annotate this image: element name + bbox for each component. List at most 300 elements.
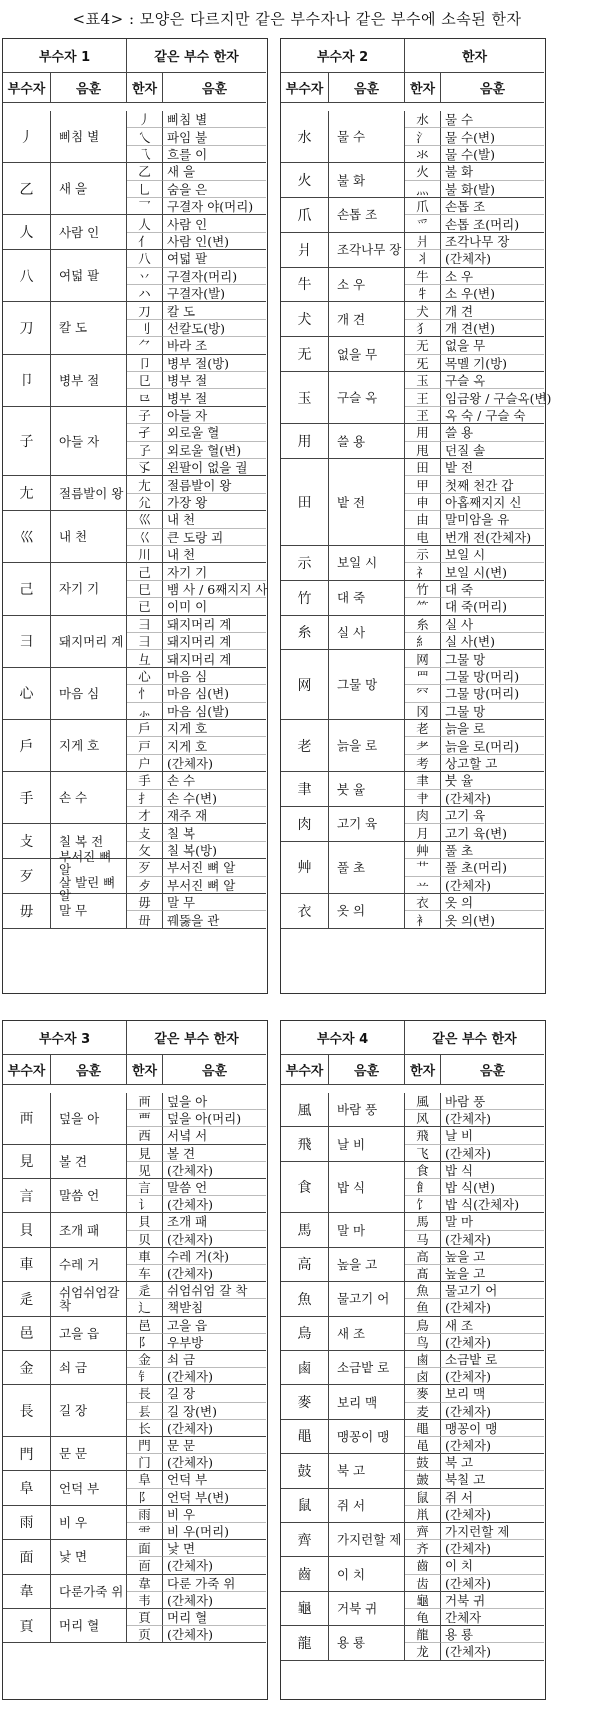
variant-reading: 밥 식(간체자) xyxy=(441,1196,544,1213)
table-title: 부수자 3 xyxy=(3,1021,127,1055)
radical-char: 龜 xyxy=(281,1592,329,1626)
variant-reading: 병부 절 xyxy=(163,389,266,406)
radical-char: 雨 xyxy=(3,1506,51,1540)
column-header: 한자 xyxy=(405,73,441,103)
column-header: 한자 xyxy=(405,1055,441,1085)
variant-char: 示 xyxy=(405,546,441,563)
radical-reading: 조개 패 xyxy=(51,1213,127,1247)
variant-reading: 말씀 언 xyxy=(163,1179,266,1196)
variant-char: 田 xyxy=(405,459,441,476)
variant-reading: (간체자) xyxy=(163,1265,266,1282)
variant-reading: 칼 도 xyxy=(163,302,266,319)
variant-char: 孑 xyxy=(127,424,163,441)
variant-char: 刂 xyxy=(127,320,163,337)
radical-char: 毋 xyxy=(3,894,51,929)
variant-char: 电 xyxy=(405,529,441,546)
radical-reading: 병부 절 xyxy=(51,355,127,407)
variant-reading: 마음 심(변) xyxy=(163,685,266,702)
radical-char: 黽 xyxy=(281,1420,329,1454)
radical-reading: 언덕 부 xyxy=(51,1471,127,1505)
variant-char: 魚 xyxy=(405,1282,441,1299)
radical-reading: 삐침 별 xyxy=(51,111,127,163)
column-header: 부수자 xyxy=(3,73,51,103)
table-title: 같은 부수 한자 xyxy=(405,1021,544,1055)
radical-char: 丿 xyxy=(3,111,51,163)
variant-reading: 사람 인(변) xyxy=(163,233,266,250)
radical-reading: 칠 복 전 xyxy=(51,824,127,859)
variant-reading: 흐를 이 xyxy=(163,146,266,163)
variant-char: 攴 xyxy=(127,824,163,841)
radical-char: 飛 xyxy=(281,1127,329,1161)
variant-reading: 불 화(발) xyxy=(441,181,544,198)
variant-char: 龟 xyxy=(405,1609,441,1626)
variant-reading: 바람 풍 xyxy=(441,1093,544,1110)
radical-reading: 손 수 xyxy=(51,772,127,824)
variant-reading: (간체자) xyxy=(441,1299,544,1316)
table-title: 한자 xyxy=(405,39,544,73)
variant-char: 龜 xyxy=(405,1592,441,1609)
radical-char: 邑 xyxy=(3,1317,51,1351)
table-title: 부수자 4 xyxy=(281,1021,405,1055)
table-title: 같은 부수 한자 xyxy=(127,1021,266,1055)
variant-char: 丿 xyxy=(127,111,163,128)
variant-reading: 병부 절 xyxy=(163,372,266,389)
variant-reading: 구결자(발) xyxy=(163,285,266,302)
radical-table-1 xyxy=(2,38,268,994)
radical-reading: 쓸 용 xyxy=(329,424,405,459)
variant-reading: 삐침 별 xyxy=(163,111,266,128)
variant-reading: 그물 망 xyxy=(441,703,544,720)
radical-char: 貝 xyxy=(3,1213,51,1247)
radical-char: 攴 xyxy=(3,824,51,859)
radical-reading: 비 우 xyxy=(51,1506,127,1540)
radical-char: 竹 xyxy=(281,581,329,616)
radical-char: 乙 xyxy=(3,163,51,215)
variant-reading: (간체자) xyxy=(441,250,544,267)
radical-char: 面 xyxy=(3,1540,51,1574)
radical-char: 用 xyxy=(281,424,329,459)
variant-reading: 바라 조 xyxy=(163,337,266,354)
variant-reading: 지게 호 xyxy=(163,720,266,737)
variant-reading: 가지런할 제 xyxy=(441,1523,544,1540)
column-header: 한자 xyxy=(127,73,163,103)
variant-char: 八 xyxy=(127,250,163,267)
variant-reading: 부서진 뼈 알 xyxy=(163,877,266,894)
variant-reading: 늙을 로(머리) xyxy=(441,737,544,754)
radical-reading: 옷 의 xyxy=(329,894,405,929)
variant-reading: 파임 불 xyxy=(163,128,266,145)
radical-reading: 풀 초 xyxy=(329,842,405,894)
radical-char: 爿 xyxy=(281,233,329,268)
radical-char: 頁 xyxy=(3,1609,51,1643)
variant-reading: 덮을 아(머리) xyxy=(163,1110,266,1127)
variant-char: 龍 xyxy=(405,1626,441,1643)
variant-char: 言 xyxy=(127,1179,163,1196)
variant-char: 川 xyxy=(127,546,163,563)
variant-char: 无 xyxy=(405,337,441,354)
radical-char: 无 xyxy=(281,337,329,372)
variant-reading: 대 죽 xyxy=(441,581,544,598)
radical-reading: 지게 호 xyxy=(51,720,127,772)
radical-reading: 볼 견 xyxy=(51,1145,127,1179)
variant-char: 牛 xyxy=(405,268,441,285)
variant-char: 飛 xyxy=(405,1127,441,1144)
variant-reading: 문 문 xyxy=(163,1437,266,1454)
variant-reading: 조개 패 xyxy=(163,1213,266,1230)
variant-reading: 간체자 xyxy=(441,1609,544,1626)
radical-char: 齊 xyxy=(281,1523,329,1557)
variant-char: 肉 xyxy=(405,807,441,824)
variant-char: 戶 xyxy=(127,720,163,737)
radical-reading: 없을 무 xyxy=(329,337,405,372)
variant-char: 孒 xyxy=(127,442,163,459)
radical-reading: 말씀 언 xyxy=(51,1179,127,1213)
variant-char: 卤 xyxy=(405,1368,441,1385)
variant-char: 户 xyxy=(127,755,163,772)
radical-reading: 구슬 옥 xyxy=(329,372,405,424)
table-title: 부수자 1 xyxy=(3,39,127,73)
radical-reading: 마음 심 xyxy=(51,668,127,720)
variant-char: 甲 xyxy=(405,476,441,493)
radical-char: 心 xyxy=(3,668,51,720)
variant-char: 鹵 xyxy=(405,1351,441,1368)
radical-table-4 xyxy=(280,1020,546,1700)
radical-char: 牛 xyxy=(281,268,329,303)
variant-char: 西 xyxy=(127,1127,163,1144)
variant-reading: 재주 재 xyxy=(163,807,266,824)
variant-reading: 비 우 xyxy=(163,1506,266,1523)
variant-reading: (간체자) xyxy=(441,1334,544,1351)
radical-reading: 고기 육 xyxy=(329,807,405,842)
variant-reading: 손톱 조 xyxy=(441,198,544,215)
variant-char: 牜 xyxy=(405,285,441,302)
variant-char: 高 xyxy=(405,1248,441,1265)
variant-reading: 북 고 xyxy=(441,1454,544,1471)
variant-reading: 수레 거(차) xyxy=(163,1248,266,1265)
variant-char: 靣 xyxy=(127,1557,163,1574)
radical-reading: 쉬엄쉬엄갈 착 xyxy=(51,1282,127,1316)
variant-reading: 지게 호 xyxy=(163,737,266,754)
variant-char: 衣 xyxy=(405,894,441,911)
radical-reading: 여덟 팔 xyxy=(51,250,127,302)
variant-reading: (간체자) xyxy=(163,1626,266,1643)
variant-char: 贝 xyxy=(127,1231,163,1248)
variant-char: 爫 xyxy=(405,215,441,232)
radical-reading: 거북 귀 xyxy=(329,1592,405,1626)
variant-char: 巜 xyxy=(127,529,163,546)
radical-table-3 xyxy=(2,1020,268,1700)
variant-char: 用 xyxy=(405,424,441,441)
variant-char: 车 xyxy=(127,1265,163,1282)
variant-reading: 물고기 어 xyxy=(441,1282,544,1299)
variant-reading: 보일 시 xyxy=(441,546,544,563)
variant-reading: 고기 육 xyxy=(441,807,544,824)
radical-reading: 말 마 xyxy=(329,1213,405,1247)
radical-char: 門 xyxy=(3,1437,51,1471)
column-header: 부수자 xyxy=(281,73,329,103)
caption: <표4> : 모양은 다르지만 같은 부수자나 같은 부수에 소속된 한자 xyxy=(72,10,522,28)
variant-reading: 옷 의(변) xyxy=(441,911,544,928)
radical-char: 尢 xyxy=(3,476,51,511)
radical-char: 魚 xyxy=(281,1282,329,1316)
variant-reading: 구슬 옥 xyxy=(441,372,544,389)
variant-reading: 서녘 서 xyxy=(163,1127,266,1144)
variant-char: 覀 xyxy=(127,1110,163,1127)
variant-char: 長 xyxy=(127,1385,163,1402)
variant-reading: 불 화 xyxy=(441,163,544,180)
variant-reading: 구결자 야(머리) xyxy=(163,198,266,215)
radical-char: 金 xyxy=(3,1351,51,1385)
variant-reading: 그물 망 xyxy=(441,650,544,667)
variant-reading: 돼지머리 계 xyxy=(163,616,266,633)
variant-char: 車 xyxy=(127,1248,163,1265)
variant-reading: (간체자) xyxy=(441,1437,544,1454)
radical-reading: 부서진 뼈 알 살 발린 뼈 알 xyxy=(51,859,127,894)
variant-char: 阝 xyxy=(127,1489,163,1506)
variant-char: 麦 xyxy=(405,1403,441,1420)
variant-char: 丬 xyxy=(405,250,441,267)
variant-reading: 길 장 xyxy=(163,1385,266,1402)
variant-char: 艸 xyxy=(405,842,441,859)
variant-reading: 말 마 xyxy=(441,1213,544,1230)
variant-char: 竹 xyxy=(405,581,441,598)
variant-char: 乀 xyxy=(127,128,163,145)
variant-char: 旡 xyxy=(405,355,441,372)
variant-reading: 높을 고 xyxy=(441,1248,544,1265)
radical-char: 手 xyxy=(3,772,51,824)
variant-reading: 물 수(발) xyxy=(441,146,544,163)
radical-char: 糸 xyxy=(281,616,329,651)
variant-char: 甩 xyxy=(405,442,441,459)
variant-char: 辵 xyxy=(127,1282,163,1299)
variant-char: 玉 xyxy=(405,372,441,389)
radical-reading: 손톱 조 xyxy=(329,198,405,233)
variant-char: 月 xyxy=(405,824,441,841)
variant-char: 玊 xyxy=(405,407,441,424)
radical-char: 高 xyxy=(281,1248,329,1282)
variant-char: 鱼 xyxy=(405,1299,441,1316)
variant-reading: 덮을 아 xyxy=(163,1093,266,1110)
variant-reading: (간체자) xyxy=(441,1403,544,1420)
radical-reading: 조각나무 장 xyxy=(329,233,405,268)
variant-char: 彑 xyxy=(127,650,163,667)
variant-char: 老 xyxy=(405,720,441,737)
radical-reading: 사람 인 xyxy=(51,215,127,250)
variant-reading: 손 수 xyxy=(163,772,266,789)
variant-reading: 대 죽(머리) xyxy=(441,598,544,615)
radical-char: 艸 xyxy=(281,842,329,894)
radical-reading: 이 치 xyxy=(329,1557,405,1591)
column-header: 한자 xyxy=(127,1055,163,1085)
variant-reading: (간체자) xyxy=(163,755,266,772)
variant-char: 才 xyxy=(127,807,163,824)
variant-reading: 부서진 뼈 알 xyxy=(163,859,266,876)
variant-reading: 비 우(머리) xyxy=(163,1523,266,1540)
variant-reading: 병부 절(방) xyxy=(163,355,266,372)
radical-char: 八 xyxy=(3,250,51,302)
variant-char: 钅 xyxy=(127,1368,163,1385)
variant-reading: 붓 율 xyxy=(441,772,544,789)
radical-reading: 밥 식 xyxy=(329,1162,405,1214)
variant-char: 乛 xyxy=(127,198,163,215)
radical-char: 田 xyxy=(281,459,329,546)
radical-reading: 돼지머리 계 xyxy=(51,616,127,668)
variant-reading: (간체자) xyxy=(441,1231,544,1248)
variant-reading: 다룬 가죽 위 xyxy=(163,1575,266,1592)
column-header: 음훈 xyxy=(329,1055,405,1085)
variant-char: 氵 xyxy=(405,128,441,145)
variant-char: 艹 xyxy=(405,859,441,876)
column-header: 음훈 xyxy=(51,1055,127,1085)
variant-char: 已 xyxy=(127,598,163,615)
radical-char: 馬 xyxy=(281,1213,329,1247)
variant-reading: 상고할 고 xyxy=(441,755,544,772)
variant-reading: (간체자) xyxy=(163,1557,266,1574)
radical-char: 言 xyxy=(3,1179,51,1213)
variant-char: 刀 xyxy=(127,302,163,319)
variant-char: 齒 xyxy=(405,1557,441,1574)
variant-char: 面 xyxy=(127,1540,163,1557)
radical-reading: 수레 거 xyxy=(51,1248,127,1282)
variant-char: 歹 xyxy=(127,859,163,876)
radical-char: 鹵 xyxy=(281,1351,329,1385)
radical-char: 車 xyxy=(3,1248,51,1282)
variant-reading: 칠 복 xyxy=(163,824,266,841)
variant-reading: 첫째 천간 갑 xyxy=(441,476,544,493)
variant-reading: 높을 고 xyxy=(441,1265,544,1282)
column-header: 부수자 xyxy=(281,1055,329,1085)
variant-reading: 말 무 xyxy=(163,894,266,911)
radical-reading: 북 고 xyxy=(329,1454,405,1488)
variant-char: 巛 xyxy=(127,511,163,528)
radical-char: 人 xyxy=(3,215,51,250)
variant-reading: (간체자) xyxy=(441,1145,544,1162)
variant-char: ⺋ xyxy=(127,389,163,406)
variant-char: 風 xyxy=(405,1093,441,1110)
column-header: 음훈 xyxy=(163,73,266,103)
variant-char: ⻗ xyxy=(127,1523,163,1540)
radical-char: 犬 xyxy=(281,302,329,337)
variant-reading: (간체자) xyxy=(163,1196,266,1213)
variant-reading: 꿰뚫을 관 xyxy=(163,911,266,928)
variant-char: 风 xyxy=(405,1110,441,1127)
variant-reading: 옥 숙 / 구슬 숙 xyxy=(441,407,544,424)
variant-reading: 날 비 xyxy=(441,1127,544,1144)
radical-reading: 문 문 xyxy=(51,1437,127,1471)
variant-char: 阝 xyxy=(127,1334,163,1351)
variant-reading: 조각나무 장 xyxy=(441,233,544,250)
variant-char: 毌 xyxy=(127,911,163,928)
variant-reading: (간체자) xyxy=(163,1592,266,1609)
variant-reading: 물 수 xyxy=(441,111,544,128)
variant-char: ⺕ xyxy=(127,633,163,650)
variant-char: 馬 xyxy=(405,1213,441,1230)
variant-reading: 언덕 부 xyxy=(163,1471,266,1488)
variant-reading: (간체자) xyxy=(441,1110,544,1127)
variant-reading: 우부방 xyxy=(163,1334,266,1351)
variant-char: 皷 xyxy=(405,1471,441,1488)
variant-char: 鸟 xyxy=(405,1334,441,1351)
radical-char: 火 xyxy=(281,163,329,198)
variant-reading: 자기 기 xyxy=(163,563,266,580)
variant-char: 韋 xyxy=(127,1575,163,1592)
variant-reading: 숨을 은 xyxy=(163,181,266,198)
radical-reading: 밭 전 xyxy=(329,459,405,546)
variant-reading: 임금왕 / 구슬옥(변) xyxy=(441,389,544,406)
variant-char: 阜 xyxy=(127,1471,163,1488)
radical-char: 辵 xyxy=(3,1282,51,1316)
variant-char: 鼠 xyxy=(405,1489,441,1506)
variant-reading: 보리 맥 xyxy=(441,1385,544,1402)
variant-reading: (간체자) xyxy=(163,1162,266,1179)
variant-char: 忄 xyxy=(127,685,163,702)
variant-reading: 보일 시(변) xyxy=(441,563,544,580)
variant-reading: 실 사(변) xyxy=(441,633,544,650)
radical-char: 刀 xyxy=(3,302,51,354)
variant-reading: 물 수(변) xyxy=(441,128,544,145)
variant-char: 申 xyxy=(405,494,441,511)
variant-char: 乁 xyxy=(127,146,163,163)
radical-reading: 붓 율 xyxy=(329,772,405,807)
column-header: 부수자 xyxy=(3,1055,51,1085)
variant-reading: 밭 전 xyxy=(441,459,544,476)
variant-char: 扌 xyxy=(127,790,163,807)
variant-char: 王 xyxy=(405,389,441,406)
variant-reading: 손 수(변) xyxy=(163,790,266,807)
variant-reading: 쇠 금 xyxy=(163,1351,266,1368)
variant-char: 饣 xyxy=(405,1196,441,1213)
variant-reading: 고기 육(변) xyxy=(441,824,544,841)
variant-char: 金 xyxy=(127,1351,163,1368)
variant-reading: (간체자) xyxy=(441,1368,544,1385)
radical-reading: 덮을 아 xyxy=(51,1093,127,1145)
radical-char: 聿 xyxy=(281,772,329,807)
variant-reading: 낯 면 xyxy=(163,1540,266,1557)
radical-reading: 가지런할 제 xyxy=(329,1523,405,1557)
radical-reading: 물 수 xyxy=(329,111,405,163)
radical-char: 衣 xyxy=(281,894,329,929)
radical-reading: 새 조 xyxy=(329,1317,405,1351)
variant-reading: (간체자) xyxy=(163,1368,266,1385)
variant-reading: (간체자) xyxy=(163,1231,266,1248)
variant-reading: (간체자) xyxy=(441,877,544,894)
radical-char: 己 xyxy=(3,563,51,615)
variant-char: 黽 xyxy=(405,1420,441,1437)
variant-reading: 언덕 부(변) xyxy=(163,1489,266,1506)
column-header: 음훈 xyxy=(441,73,544,103)
variant-char: 彐 xyxy=(127,616,163,633)
radical-char: 襾 xyxy=(3,1093,51,1145)
variant-reading: (간체자) xyxy=(441,1540,544,1557)
radical-table-2 xyxy=(280,38,552,994)
variant-reading: 절름발이 왕 xyxy=(163,476,266,493)
variant-reading: 외로울 혈 xyxy=(163,424,266,441)
variant-reading: 고을 읍 xyxy=(163,1317,266,1334)
variant-reading: 북칠 고 xyxy=(441,1471,544,1488)
variant-reading: 머리 혈 xyxy=(163,1609,266,1626)
variant-reading: 그물 망(머리) xyxy=(441,668,544,685)
variant-char: 手 xyxy=(127,772,163,789)
variant-reading: 목멜 기(방) xyxy=(441,355,544,372)
radical-char: 風 xyxy=(281,1093,329,1127)
variant-reading: 맹꽁이 맹 xyxy=(441,1420,544,1437)
variant-char: 鼡 xyxy=(405,1506,441,1523)
variant-char: 糸 xyxy=(405,616,441,633)
variant-char: 火 xyxy=(405,163,441,180)
variant-char: ⺮ xyxy=(405,598,441,615)
variant-char: ⺗ xyxy=(127,703,163,720)
variant-char: 乙 xyxy=(127,163,163,180)
